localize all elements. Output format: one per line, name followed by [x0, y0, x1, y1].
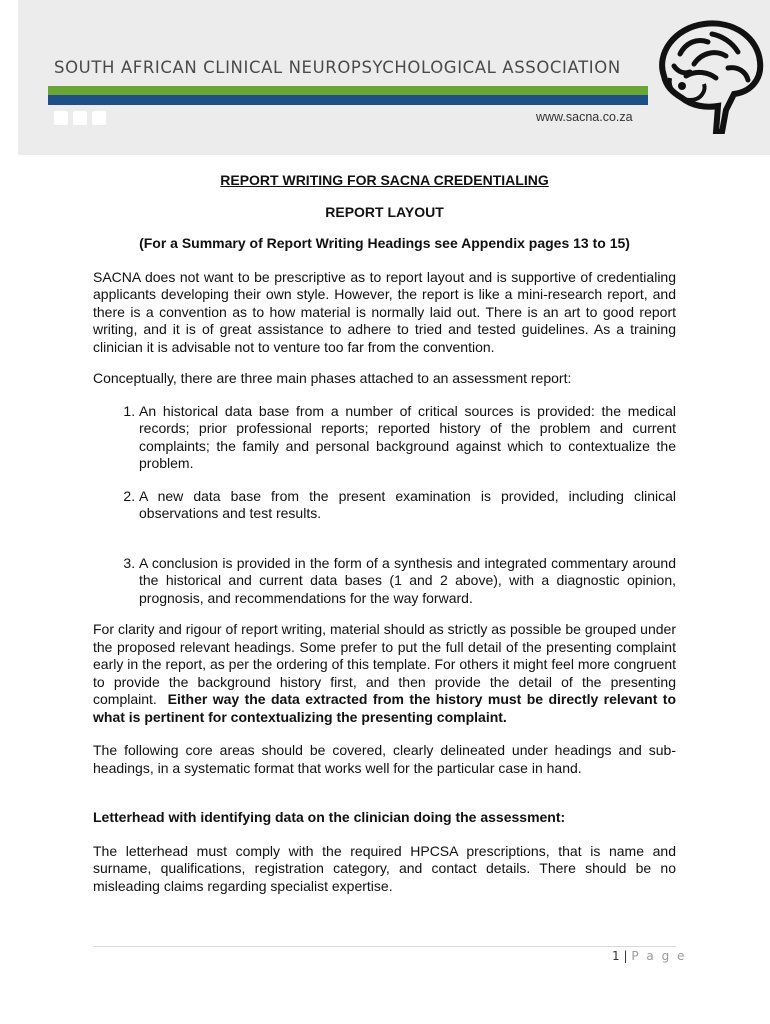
phases-list — [93, 403, 676, 608]
blue-stripe — [48, 95, 648, 105]
footer-divider — [93, 946, 676, 947]
document-title: REPORT WRITING FOR SACNA CREDENTIALING — [220, 172, 549, 188]
page-number — [612, 949, 686, 963]
square-3 — [92, 111, 106, 125]
appendix-note: (For a Summary of Report Writing Headings see Appendix pages 13 to 15) — [139, 235, 630, 251]
letterhead-heading: Letterhead with identifying data on the clinician doing the assessment: — [93, 809, 566, 825]
square-1 — [54, 111, 68, 125]
phases-intro: Conceptually, there are three main phases attached to an assessment report: — [93, 370, 572, 386]
list-item: 1. An historical data base from a number of critical sources is provided: the medical records; prior professional reports; reported history of the problem and current complaints; the family and personal background against which to contextualize the problem. — [139, 403, 676, 473]
page-number-value: 1 — [612, 949, 620, 963]
letterhead-banner — [18, 0, 770, 155]
page-separator: | — [623, 949, 628, 963]
organization-name: SOUTH AFRICAN CLINICAL NEUROPSYCHOLOGICAL ASSOCIATION — [54, 58, 621, 77]
green-stripe — [48, 86, 648, 95]
letterhead-paragraph: The letterhead must comply with the required HPCSA prescriptions, that is name and surname, qualifications, registration category, and contact details. There should be no misleading claims regarding specialist expertise. — [93, 842, 676, 894]
decorative-squares — [54, 111, 106, 125]
clarity-paragraph — [93, 621, 676, 726]
brain-logo-icon — [646, 14, 766, 134]
core-areas-paragraph: The following core areas should be covered, clearly delineated under headings and sub-headings, in a systematic format that works well for the particular case in hand. — [93, 742, 676, 776]
page-label: P a g e — [631, 949, 687, 963]
document-subtitle: REPORT LAYOUT — [325, 203, 444, 220]
list-item: 2. A new data base from the present examination is provided, including clinical observations and test results. — [139, 488, 676, 523]
list-item: 3. A conclusion is provided in the form of a synthesis and integrated commentary around the historical and current data bases (1 and 2 above), with a diagnostic opinion, prognosis, and recommendations for the way forward. — [139, 555, 676, 608]
clarity-text: For clarity and rigour of report writing, material should as strictly as possible be grouped under the proposed relevant headings. Some prefer to put the full detail of the presenting complaint early in the report, as per the ordering of this template. For others it might feel more congruent to provide the background history first, and then provide the detail of the presenting complaint. — [93, 621, 676, 707]
website-link[interactable]: www.sacna.co.za — [536, 110, 633, 124]
clarity-emphasis: Either way the data extracted from the history must be directly relevant to what is pertinent for contextualizing the presenting complaint. — [93, 691, 677, 725]
document-body — [93, 172, 676, 895]
square-2 — [73, 111, 87, 125]
intro-paragraph: SACNA does not want to be prescriptive as to report layout and is supportive of credentialing applicants developing their own style. However, the report is like a mini-research report, and there is a convention as to how material is normally laid out. There is an art to good report writing, and it is of great assistance to adhere to tried and tested guidelines. As a training clinician it is advisable not to venture too far from the convention. — [93, 268, 676, 355]
